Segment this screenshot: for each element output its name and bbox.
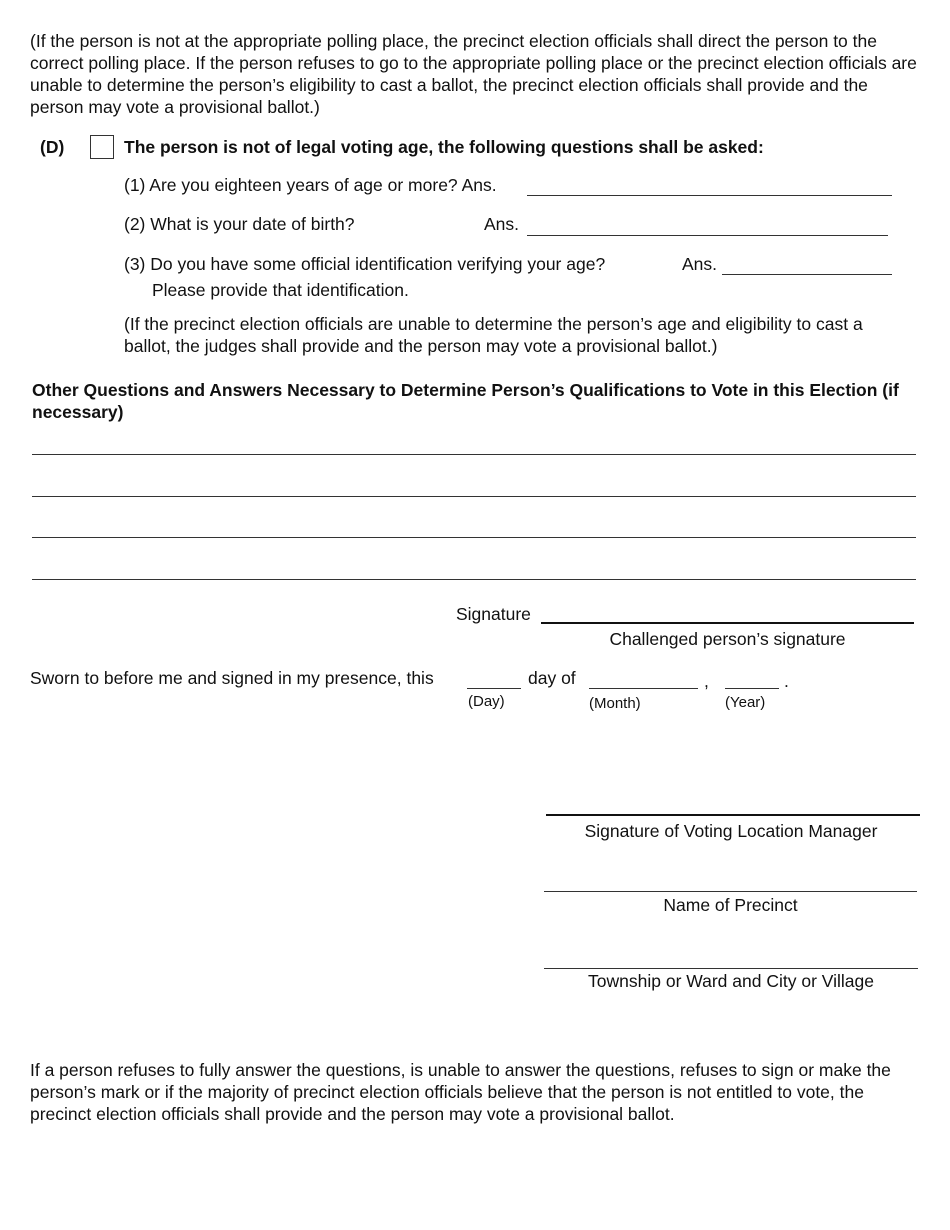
sworn-comma: , bbox=[704, 671, 709, 691]
day-caption: (Day) bbox=[468, 693, 505, 710]
other-questions-heading: Other Questions and Answers Necessary to Determine Person’s Qualifications to Vote in this Election (if necessary) bbox=[32, 380, 899, 422]
other-answer-line-3[interactable] bbox=[32, 537, 916, 538]
intro-note: (If the person is not at the appropriate polling place, the precinct election officials shall direct the person to the correct polling place. If the person refuses to go to the appropriate polling place or the precinct election officials are unable to determine the person’s eligibility to cast a ballot, the precinct election officials shall provide and the person may vote a provisional ballot.) bbox=[30, 31, 917, 117]
question-2-ans-label: Ans. bbox=[484, 214, 520, 234]
sworn-period: . bbox=[784, 671, 789, 691]
township-caption: Township or Ward and City or Village bbox=[588, 971, 874, 991]
question-1-answer-line[interactable] bbox=[527, 195, 892, 196]
other-answer-line-4[interactable] bbox=[32, 579, 916, 580]
question-1 bbox=[124, 174, 497, 196]
year-line[interactable] bbox=[725, 688, 779, 689]
manager-signature-line[interactable] bbox=[546, 814, 920, 816]
section-d-heading: The person is not of legal voting age, the following questions shall be asked: bbox=[124, 137, 764, 157]
other-answer-line-2[interactable] bbox=[32, 496, 916, 497]
question-3-answer-line[interactable] bbox=[722, 274, 892, 275]
precinct-line[interactable] bbox=[544, 891, 917, 892]
manager-caption: Signature of Voting Location Manager bbox=[584, 821, 878, 841]
month-caption: (Month) bbox=[589, 695, 641, 712]
year-caption: (Year) bbox=[725, 694, 766, 711]
signature-label: Signature bbox=[456, 604, 531, 624]
section-d-note: (If the precinct election officials are unable to determine the person’s age and eligibility to cast a ballot, the judges shall provide and the person may vote a provisional ballot.) bbox=[124, 314, 863, 356]
question-2-answer-line[interactable] bbox=[527, 235, 888, 236]
question-1-ans-label: Ans. bbox=[461, 175, 497, 195]
sworn-text: Sworn to before me and signed in my presence, this bbox=[30, 668, 434, 688]
section-d-label: (D) bbox=[40, 137, 65, 157]
month-line[interactable] bbox=[589, 688, 698, 689]
question-1-text: (1) Are you eighteen years of age or more? bbox=[124, 175, 458, 195]
other-answer-line-1[interactable] bbox=[32, 454, 916, 455]
question-3-text: (3) Do you have some official identification verifying your age? bbox=[124, 254, 606, 274]
question-3-ans-label: Ans. bbox=[682, 254, 718, 274]
precinct-caption: Name of Precinct bbox=[663, 895, 798, 915]
day-line[interactable] bbox=[467, 688, 521, 689]
closing-note: If a person refuses to fully answer the questions, is unable to answer the questions, refuses to sign or make the person’s mark or if the majority of precinct election officials believe that the person is not entitled to vote, the precinct election officials shall provide and the person may vote a provisional ballot. bbox=[30, 1060, 891, 1124]
signature-caption: Challenged person’s signature bbox=[609, 629, 846, 649]
signature-line[interactable] bbox=[541, 622, 914, 624]
day-of-text: day of bbox=[528, 668, 576, 688]
question-2-text: (2) What is your date of birth? bbox=[124, 214, 355, 234]
question-3-subtext: Please provide that identification. bbox=[152, 280, 409, 300]
section-d-checkbox[interactable] bbox=[90, 135, 114, 159]
township-line[interactable] bbox=[544, 968, 918, 969]
